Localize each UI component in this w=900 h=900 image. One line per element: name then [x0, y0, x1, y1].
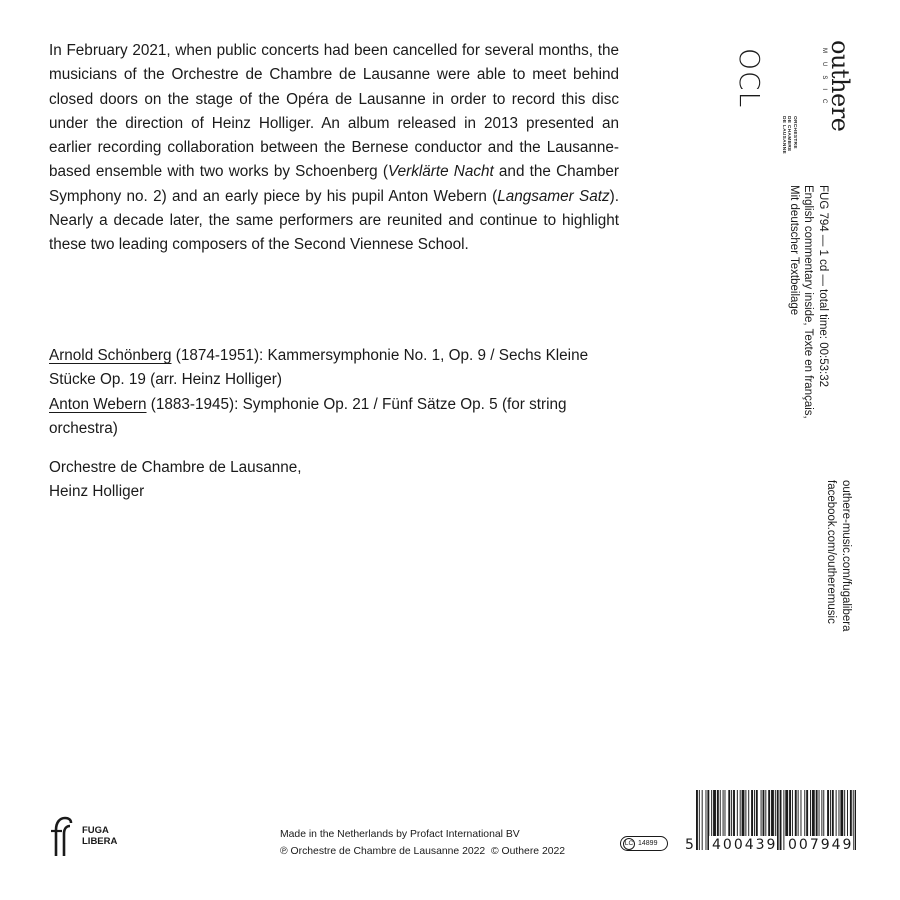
- program-item-webern: [49, 393, 629, 442]
- catalog-info: [787, 185, 831, 419]
- ocl-logo-mark: OCL: [733, 48, 766, 109]
- intro-italic-2: Langsamer Satz: [497, 187, 610, 205]
- program-list: [49, 344, 629, 441]
- fuga-label-2: LIBERA: [82, 836, 118, 847]
- catalog-line-1: FUG 794 — 1 cd — total time: 00:53:32: [817, 185, 829, 387]
- barcode-digits-left: 400439: [712, 837, 778, 853]
- label-code-prefix: LC: [623, 838, 635, 850]
- outhere-logo: [826, 40, 854, 131]
- ocl-sub-1: ORCHESTRE: [792, 116, 797, 149]
- ocl-logo-subtitle: [780, 116, 797, 154]
- composer-schoenberg: Arnold Schönberg: [49, 347, 172, 364]
- barcode-bar: [706, 790, 707, 850]
- intro-text-3: ). Nearly a decade later, the same performers are reunited and continue to highlight these two leading composers of the Second Viennese School.: [49, 187, 619, 254]
- catalog-line-2: English commentary inside, Texte en français,: [802, 185, 815, 419]
- barcode-bar: [855, 790, 856, 850]
- composer-webern: Anton Webern: [49, 395, 147, 413]
- intro-paragraph: [49, 39, 619, 258]
- performers: [49, 456, 629, 505]
- ocl-logo: [733, 48, 766, 108]
- catalog-line-3: Mit deutscher Textbeilage: [788, 185, 800, 316]
- intro-text-1: In February 2021, when public concerts had been cancelled for several months, the musicians of the Orchestre de Chambre de Lausanne were able to meet behind closed doors on the stage of the Opéra de Lausanne in order to record this disc under the direction of Heinz Holliger. An album released in 2013 presented an earlier recording collaboration between the Bernese conductor and the Lausanne-based ensemble with two works by Schoenberg (: [49, 42, 619, 181]
- performer-orchestra: Orchestre de Chambre de Lausanne,: [49, 459, 302, 476]
- performer-conductor: Heinz Holliger: [49, 483, 145, 501]
- intro-italic-1: Verklärte Nacht: [387, 163, 494, 181]
- label-code-number: 14899: [638, 840, 658, 847]
- web-links: [824, 480, 853, 632]
- works-webern: (1883-1945): Symphonie Op. 21 / Fünf Sätze Op. 5 (for string orchestra): [49, 395, 567, 437]
- barcode-bar: [696, 790, 698, 850]
- manufacturing-credit: Made in the Netherlands by Profact International BV: [280, 829, 520, 840]
- outhere-logo-mark: outhere: [826, 40, 854, 132]
- fuga-libera-icon: [50, 816, 78, 856]
- copyright-line: ℗ Orchestre de Chambre de Lausanne 2022 © Outhere 2022: [280, 846, 566, 857]
- program-item-schoenberg: [49, 344, 629, 393]
- fuga-label-1: FUGA: [82, 825, 109, 836]
- ocl-sub-2: DE CHAMBRE: [786, 116, 792, 152]
- ocl-sub-3: DE LAUSANNE: [780, 116, 786, 154]
- works-schoenberg: (1874-1951): Kammersymphonie No. 1, Op. 9 / Sechs Kleine Stücke Op. 19 (arr. Heinz Holliger): [49, 347, 589, 389]
- barcode-digit-first: 5: [685, 837, 694, 853]
- link-facebook: facebook.com/outheremusic: [825, 480, 838, 624]
- link-outhere-music: outhere-music.com/fugalibera: [840, 480, 852, 632]
- fuga-libera-label: [82, 825, 117, 847]
- label-code-badge: [620, 836, 668, 851]
- barcode-bar: [702, 790, 703, 850]
- barcode-digits-right: 007949: [788, 837, 854, 853]
- barcode-bar: [780, 790, 782, 850]
- intro-text-2: and the Chamber Symphony no. 2) and an early piece by his pupil Anton Webern (: [49, 163, 619, 205]
- outhere-logo-music: MUSIC: [821, 48, 827, 113]
- barcode-bar: [699, 790, 700, 850]
